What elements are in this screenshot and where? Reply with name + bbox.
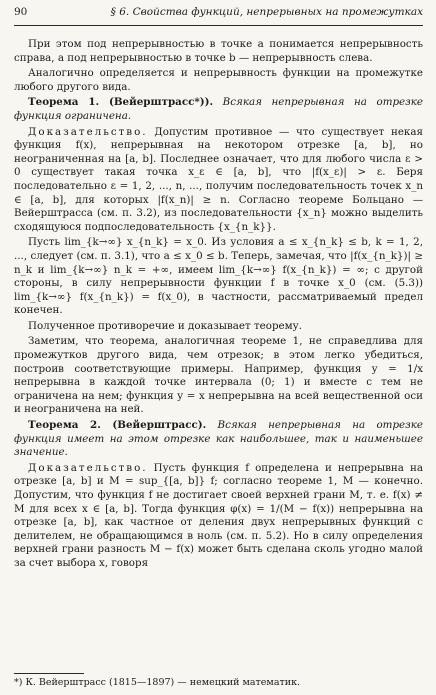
proof-2 [14,462,423,571]
paragraph-continuity-endpoints: При этом под непрерывностью в точке a понимается непрерывность справа, а под непрерывностью в точке b — непрерывность слева. [14,38,423,64]
page-number: 90 [14,6,28,18]
theorem-2 [14,419,423,460]
proof-2-label: Доказательство. [28,461,148,474]
page-body [14,38,423,571]
proof-1-label: Доказательство. [28,125,148,138]
proof-1-text: Допустим противное — что существует некая функция f(x), непрерывная на некотором отрезке [a, b], но неограниченная на [a, b]. Последнее означает, что для любого числа ε > 0 существует такая точка x_ε ∈ [a, b], что |f(x_ε)| > ε. Беря последовательно ε = 1, 2, ..., n, ..., получим последовательность точек x_n ∈ [a, b], для которых |f(x_n)| ≥ n. Согласно теореме Больцано — Вейерштрасса (см. п. 3.2), из последовательности {x_n} можно выделить сходящуюся подпоследовательность {x_{n_k}}. [14,125,423,233]
footnote-divider [14,673,84,674]
paragraph-other-intervals: Аналогично определяется и непрерывность функции на промежутке любого другого вида. [14,67,423,93]
theorem-1 [14,96,423,123]
section-title: § 6. Свойства функций, непрерывных на промежутках [110,6,423,18]
theorem-1-statement: Всякая непрерывная на отрезке функция ограничена. [14,96,424,122]
proof-2-text: Пусть функция f определена и непрерывна на отрезке [a, b] и M = sup_{[a, b]} f; согласно теореме 1, M — конечно. Допустим, что функция f не достигает своей верхней грани M, т. е. f(x) ≠ M для всех x ∈ [a, b]. Тогда функция φ(x) = 1/(M − f(x)) непрерывна на отрезке [a, b], как частное от деления двух непрерывных функций с делителем, не обращающимся в ноль (см. п. 5.2). Но в силу определения верхней грани разность M − f(x) может быть сделана сколь угодно малой за счет выбора x, говоря [14,461,423,569]
paragraph-limit-argument: Пусть lim_{k→∞} x_{n_k} = x_0. Из условия a ≤ x_{n_k} ≤ b, k = 1, 2, ..., следует (см. п. 3.1), что a ≤ x_0 ≤ b. Теперь, замечая, что |f(x_{n_k})| ≥ n_k и lim_{k→∞} n_k = +∞, имеем lim_{k→∞} f(x_{n_k}) = ∞; с другой стороны, в силу непрерывности функции f в точке x_0 (см. (5.3)) lim_{k→∞} f(x_{n_k}) = f(x_0), в частности, рассматриваемый предел конечен. [14,236,423,317]
theorem-2-heading: Теорема 2. (Вейерштрасс). [28,419,207,432]
theorem-2-statement: Всякая непрерывная на отрезке функция имеет на этом отрезке как наибольшее, так и наименьшее значение. [14,419,423,459]
paragraph-contradiction: Полученное противоречие и доказывает теорему. [28,319,302,332]
theorem-1-heading: Теорема 1. (Вейерштрасс*)). [28,96,214,109]
page-header [14,6,423,26]
paragraph-remark: Заметим, что теорема, аналогичная теореме 1, не справедлива для промежутков другого вида, чем отрезок; в этом легко убедиться, построив соответствующие примеры. Например, функция y = 1/x непрерывна в каждой точке интервала (0; 1) и вместе с тем не ограничена на нем; функция y = x непрерывна на всей вещественной оси и неограничена на ней. [14,335,423,416]
proof-1 [14,126,423,235]
footnote: *) К. Вейерштрасс (1815—1897) — немецкий математик. [14,677,301,688]
